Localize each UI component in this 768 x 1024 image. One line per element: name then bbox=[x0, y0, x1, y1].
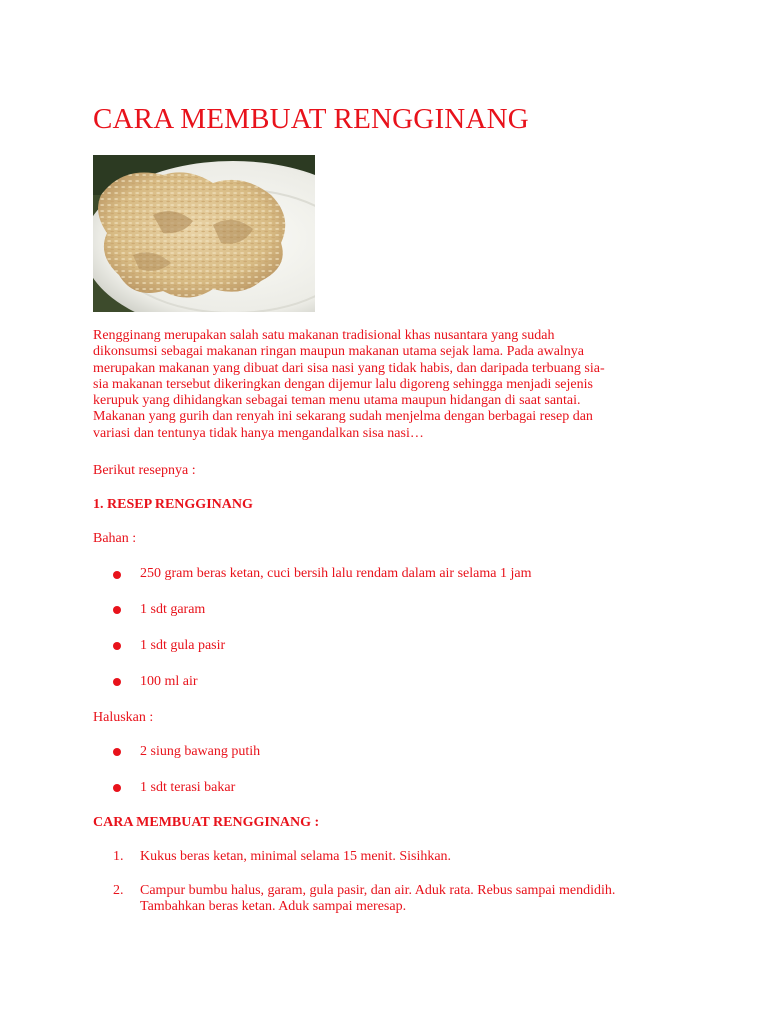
bullet-icon bbox=[113, 678, 121, 686]
rengginang-crackers bbox=[98, 172, 285, 297]
intro-line: merupakan makanan yang dibuat dari sisa nasi yang tidak habis, dan daripada terbuang sia- bbox=[93, 360, 605, 376]
bullet-icon bbox=[113, 571, 121, 579]
steps-heading: CARA MEMBUAT RENGGINANG : bbox=[93, 815, 320, 830]
bahan-item: 1 sdt garam bbox=[140, 602, 206, 617]
bahan-item: 1 sdt gula pasir bbox=[140, 638, 226, 653]
step-text bbox=[140, 849, 680, 865]
intro-line: sia makanan tersebut dikeringkan dengan dijemur lalu digoreng sehingga menjadi sejenis bbox=[93, 376, 593, 392]
intro-line: Rengginang merupakan salah satu makanan tradisional khas nusantara yang sudah bbox=[93, 328, 555, 343]
haluskan-item: 1 sdt terasi bakar bbox=[140, 780, 236, 795]
step-line: Campur bumbu halus, garam, gula pasir, dan air. Aduk rata. Rebus sampai mendidih. bbox=[140, 883, 616, 898]
document-title: CARA MEMBUAT RENGGINANG bbox=[93, 103, 529, 135]
recipe-intro: Berikut resepnya : bbox=[93, 463, 196, 478]
intro-line: variasi dan tentunya tidak hanya mengandalkan sisa nasi… bbox=[93, 425, 424, 441]
step-line: Kukus beras ketan, minimal selama 15 menit. Sisihkan. bbox=[140, 849, 452, 864]
haluskan-label: Haluskan : bbox=[93, 710, 154, 725]
haluskan-item: 2 siung bawang putih bbox=[140, 744, 261, 759]
recipe-heading: 1. RESEP RENGGINANG bbox=[93, 497, 253, 512]
bahan-label: Bahan : bbox=[93, 531, 137, 546]
bullet-icon bbox=[113, 748, 121, 756]
step-text bbox=[140, 883, 680, 915]
step-number: 2. bbox=[113, 883, 124, 898]
intro-line: dikonsumsi sebagai makanan ringan maupun makanan utama sejak lama. Pada awalnya bbox=[93, 344, 585, 360]
bahan-item: 100 ml air bbox=[140, 674, 198, 689]
rengginang-photo bbox=[93, 155, 315, 312]
intro-line: kerupuk yang dihidangkan sebagai teman menu utama maupun hidangan di saat santai. bbox=[93, 393, 581, 409]
intro-line: Makanan yang gurih dan renyah ini sekarang sudah menjelma dengan berbagai resep dan bbox=[93, 409, 593, 425]
bahan-item: 250 gram beras ketan, cuci bersih lalu rendam dalam air selama 1 jam bbox=[140, 566, 532, 581]
step-number: 1. bbox=[113, 849, 124, 864]
intro-paragraph bbox=[93, 328, 673, 442]
bullet-icon bbox=[113, 606, 121, 614]
step-line: Tambahkan beras ketan. Aduk sampai meresap. bbox=[140, 899, 407, 914]
bullet-icon bbox=[113, 784, 121, 792]
bullet-icon bbox=[113, 642, 121, 650]
